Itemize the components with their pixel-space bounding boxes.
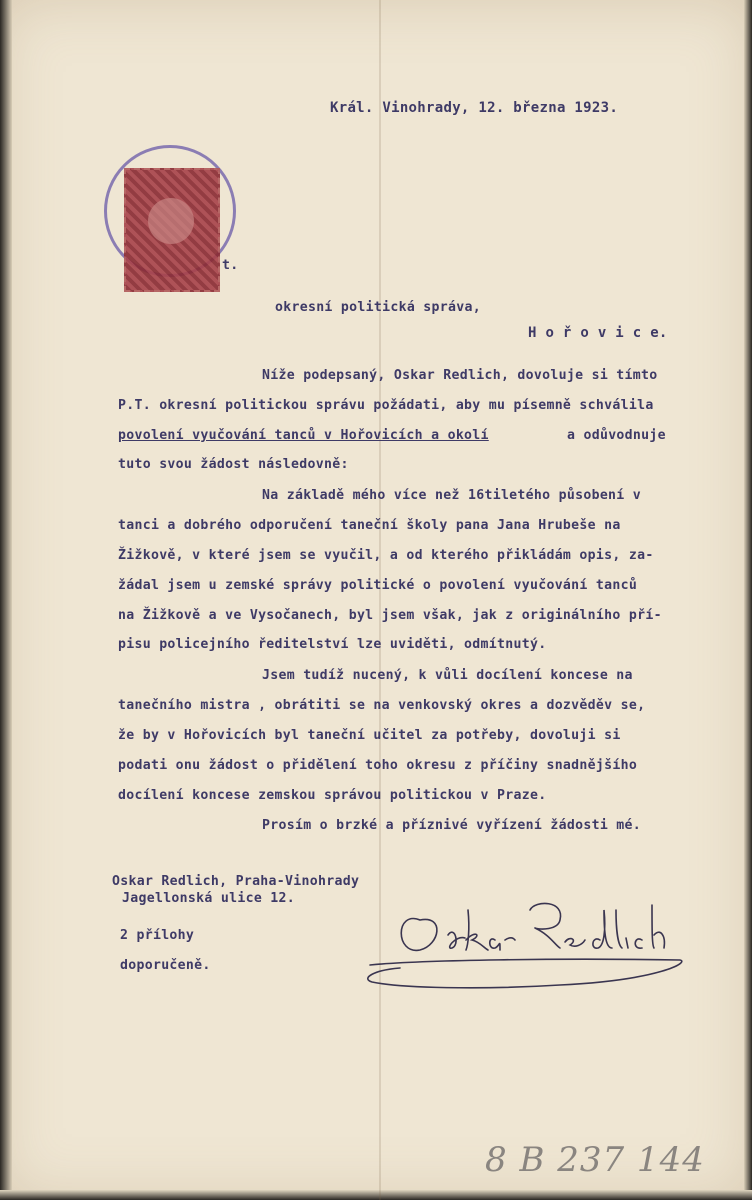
addressee-office: okresní politická správa,	[275, 300, 481, 315]
salutation-fragment: t.	[222, 258, 239, 273]
scan-edge-left	[0, 0, 12, 1200]
body-line: Žižkově, v které jsem se vyučil, a od kterého přikládám opis, za-	[118, 548, 654, 563]
body-line: tanci a dobrého odporučení taneční školy pana Jana Hrubeše na	[118, 518, 621, 533]
body-line: tuto svou žádost následovně:	[118, 457, 349, 472]
closing-line: Prosím o brzké a příznivé vyřízení žádosti mé.	[262, 818, 642, 833]
addressee-town: H o ř o v i c e.	[528, 325, 668, 341]
archive-pencil-note: 8 B 237 144	[485, 1140, 705, 1180]
body-line: docílení koncese zemskou správou politickou v Praze.	[118, 788, 547, 803]
body-line: pisu policejního ředitelství lze uviděti, odmítnutý.	[118, 637, 547, 652]
body-line-underlined: povolení vyučování tanců v Hořovicích a okolí	[118, 428, 489, 443]
enclosures-count: 2 přílohy	[120, 928, 195, 943]
body-line: P.T. okresní politickou správu požádati, aby mu písemně schválila	[118, 398, 654, 413]
body-line: na Žižkově a ve Vysočanech, byl jsem však, jak z originálního pří-	[118, 608, 662, 623]
revenue-stamp-icon	[124, 168, 220, 292]
scan-edge-right	[744, 0, 752, 1200]
scan-edge-bottom	[0, 1190, 752, 1200]
body-line: tanečního mistra , obrátiti se na venkovský okres a dozvěděv se,	[118, 698, 646, 713]
sender-street: Jagellonská ulice 12.	[122, 891, 296, 906]
body-line: Níže podepsaný, Oskar Redlich, dovoluje si tímto	[262, 368, 658, 383]
body-line: podati onu žádost o přidělení toho okresu z příčiny snadnějšího	[118, 758, 638, 773]
body-line: a odůvodnuje	[567, 428, 666, 443]
handwritten-signature-icon	[360, 890, 690, 1000]
paper-fold	[379, 0, 381, 1200]
body-line: že by v Hořovicích byl taneční učitel za potřeby, dovoluji si	[118, 728, 621, 743]
body-line: Na základě mého více než 16tiletého působení v	[262, 488, 642, 503]
place-date: Král. Vinohrady, 12. března 1923.	[330, 100, 619, 116]
body-line: Jsem tudíž nucený, k vůli docílení koncese na	[262, 668, 633, 683]
sender-name-address: Oskar Redlich, Praha-Vinohrady	[112, 874, 360, 889]
registered-mail-note: doporučeně.	[120, 958, 211, 973]
body-line: žádal jsem u zemské správy politické o povolení vyučování tanců	[118, 578, 638, 593]
